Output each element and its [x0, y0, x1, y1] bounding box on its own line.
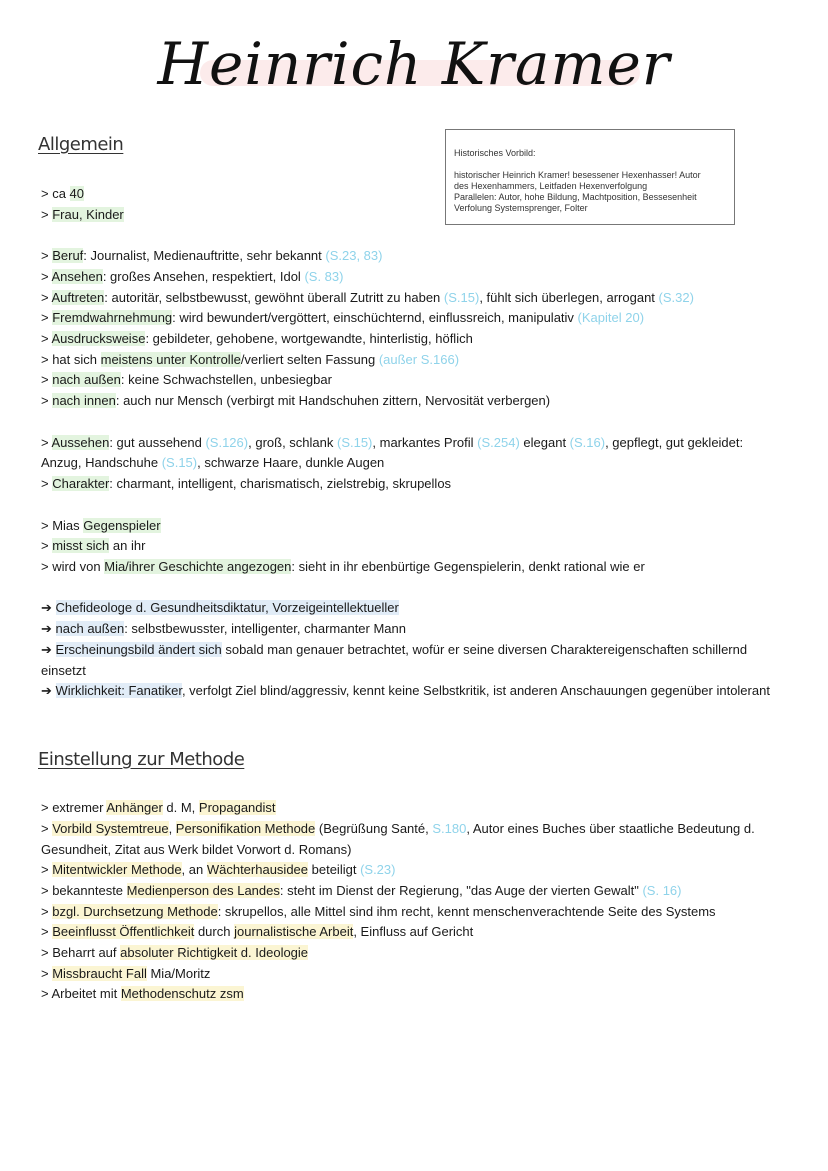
box-line: Parallelen: Autor, hohe Bildung, Machtposition, Bessesenheit: [454, 192, 697, 202]
note-line-vorbild: > Vorbild Systemtreue, Personifikation Methode (Begrüßung Santé, S.180, Autor eines Buches über staatliche Bedeutung d. Gesundheit, Zitat aus Werk bildet Vorwort d. Romans): [41, 821, 755, 857]
note-line-richtigkeit: > Beharrt auf absoluter Richtigkeit d. Ideologie: [41, 945, 309, 960]
note-line-nach-aussen-arrow: ➔ nach außen: selbstbewusster, intelligenter, charmanter Mann: [41, 621, 406, 636]
box-line: des Hexenhammers, Leitfaden Hexenverfolgung: [454, 181, 648, 191]
note-line-misst-sich: > misst sich an ihr: [41, 538, 146, 553]
box-line: Verfolung Systemsprenger, Folter: [454, 203, 588, 213]
box-line: historischer Heinrich Kramer! besessener Hexenhasser! Autor: [454, 170, 701, 180]
note-line-auftreten: > Auftreten: autoritär, selbstbewusst, gewöhnt überall Zutritt zu haben (S.15), fühlt sich überlegen, arrogant (S.32): [41, 290, 694, 305]
note-line-ausdrucksweise: > Ausdrucksweise: gebildeter, gehobene, wortgewandte, hinterlistig, höflich: [41, 331, 473, 346]
note-line-kontrolle: > hat sich meistens unter Kontrolle/verliert selten Fassung (außer S.166): [41, 352, 460, 367]
note-line-beruf: > Beruf: Journalist, Medienauftritte, sehr bekannt (S.23, 83): [41, 248, 383, 263]
note-line-methodenschutz: > Arbeitet mit Methodenschutz zsm: [41, 986, 244, 1001]
note-line-anhaenger: > extremer Anhänger d. M, Propagandist: [41, 800, 276, 815]
note-line-oeffentlichkeit: > Beeinflusst Öffentlichkeit durch journalistische Arbeit, Einfluss auf Gericht: [41, 924, 474, 939]
note-line-family: > Frau, Kinder: [41, 207, 124, 222]
note-line-ansehen: > Ansehen: großes Ansehen, respektiert, Idol (S. 83): [41, 269, 344, 284]
note-line-wirklichkeit: ➔ Wirklichkeit: Fanatiker, verfolgt Ziel blind/aggressiv, kennt keine Selbstkritik, ist anderen Anschauungen gegenüber intolerant: [41, 683, 770, 698]
note-line-missbraucht: > Missbraucht Fall Mia/Moritz: [41, 966, 211, 981]
note-line-age: > ca 40: [41, 186, 85, 201]
note-line-fremdwahrnehmung: > Fremdwahrnehmung: wird bewundert/vergöttert, einschüchternd, einflussreich, manipulativ (Kapitel 20): [41, 310, 645, 325]
note-line-chefideologe: ➔ Chefideologe d. Gesundheitsdiktatur, Vorzeigeintellektueller: [41, 600, 399, 615]
title-area: [0, 30, 828, 110]
section-heading-allgemein: Allgemein: [38, 134, 124, 155]
section-heading-methode: Einstellung zur Methode: [38, 749, 245, 770]
page-title: Heinrich Kramer: [157, 30, 671, 98]
note-line-nach-innen: > nach innen: auch nur Mensch (verbirgt mit Handschuhen zittern, Nervosität verbergen): [41, 393, 551, 408]
note-line-gegenspieler: > Mias Gegenspieler: [41, 518, 161, 533]
note-line-nach-aussen: > nach außen: keine Schwachstellen, unbesiegbar: [41, 372, 332, 387]
box-heading: Historisches Vorbild:: [454, 148, 536, 158]
note-line-angezogen: > wird von Mia/ihrer Geschichte angezogen: sieht in ihr ebenbürtige Gegenspielerin, denkt rational wie er: [41, 559, 645, 574]
note-line-medienperson: > bekannteste Medienperson des Landes: steht im Dienst der Regierung, "das Auge der vierten Gewalt" (S. 16): [41, 883, 682, 898]
note-line-erscheinungsbild: ➔ Erscheinungsbild ändert sich sobald man genauer betrachtet, wofür er seine diversen Charaktereigenschaften schillernd einsetzt: [41, 642, 748, 678]
note-line-charakter: > Charakter: charmant, intelligent, charismatisch, zielstrebig, skrupellos: [41, 476, 452, 491]
note-line-aussehen-cont: Anzug, Handschuhe (S.15), schwarze Haare, dunkle Augen: [41, 455, 385, 470]
note-line-mitentwickler: > Mitentwickler Methode, an Wächterhausidee beteiligt (S.23): [41, 862, 396, 877]
historical-model-box: [445, 129, 735, 225]
note-line-aussehen: > Aussehen: gut aussehend (S.126), groß, schlank (S.15), markantes Profil (S.254) elegant (S.16), gepflegt, gut gekleidet:: [41, 435, 744, 450]
note-line-durchsetzung: > bzgl. Durchsetzung Methode: skrupellos, alle Mittel sind ihm recht, kennt menschenverachtende Seite des Systems: [41, 904, 716, 919]
